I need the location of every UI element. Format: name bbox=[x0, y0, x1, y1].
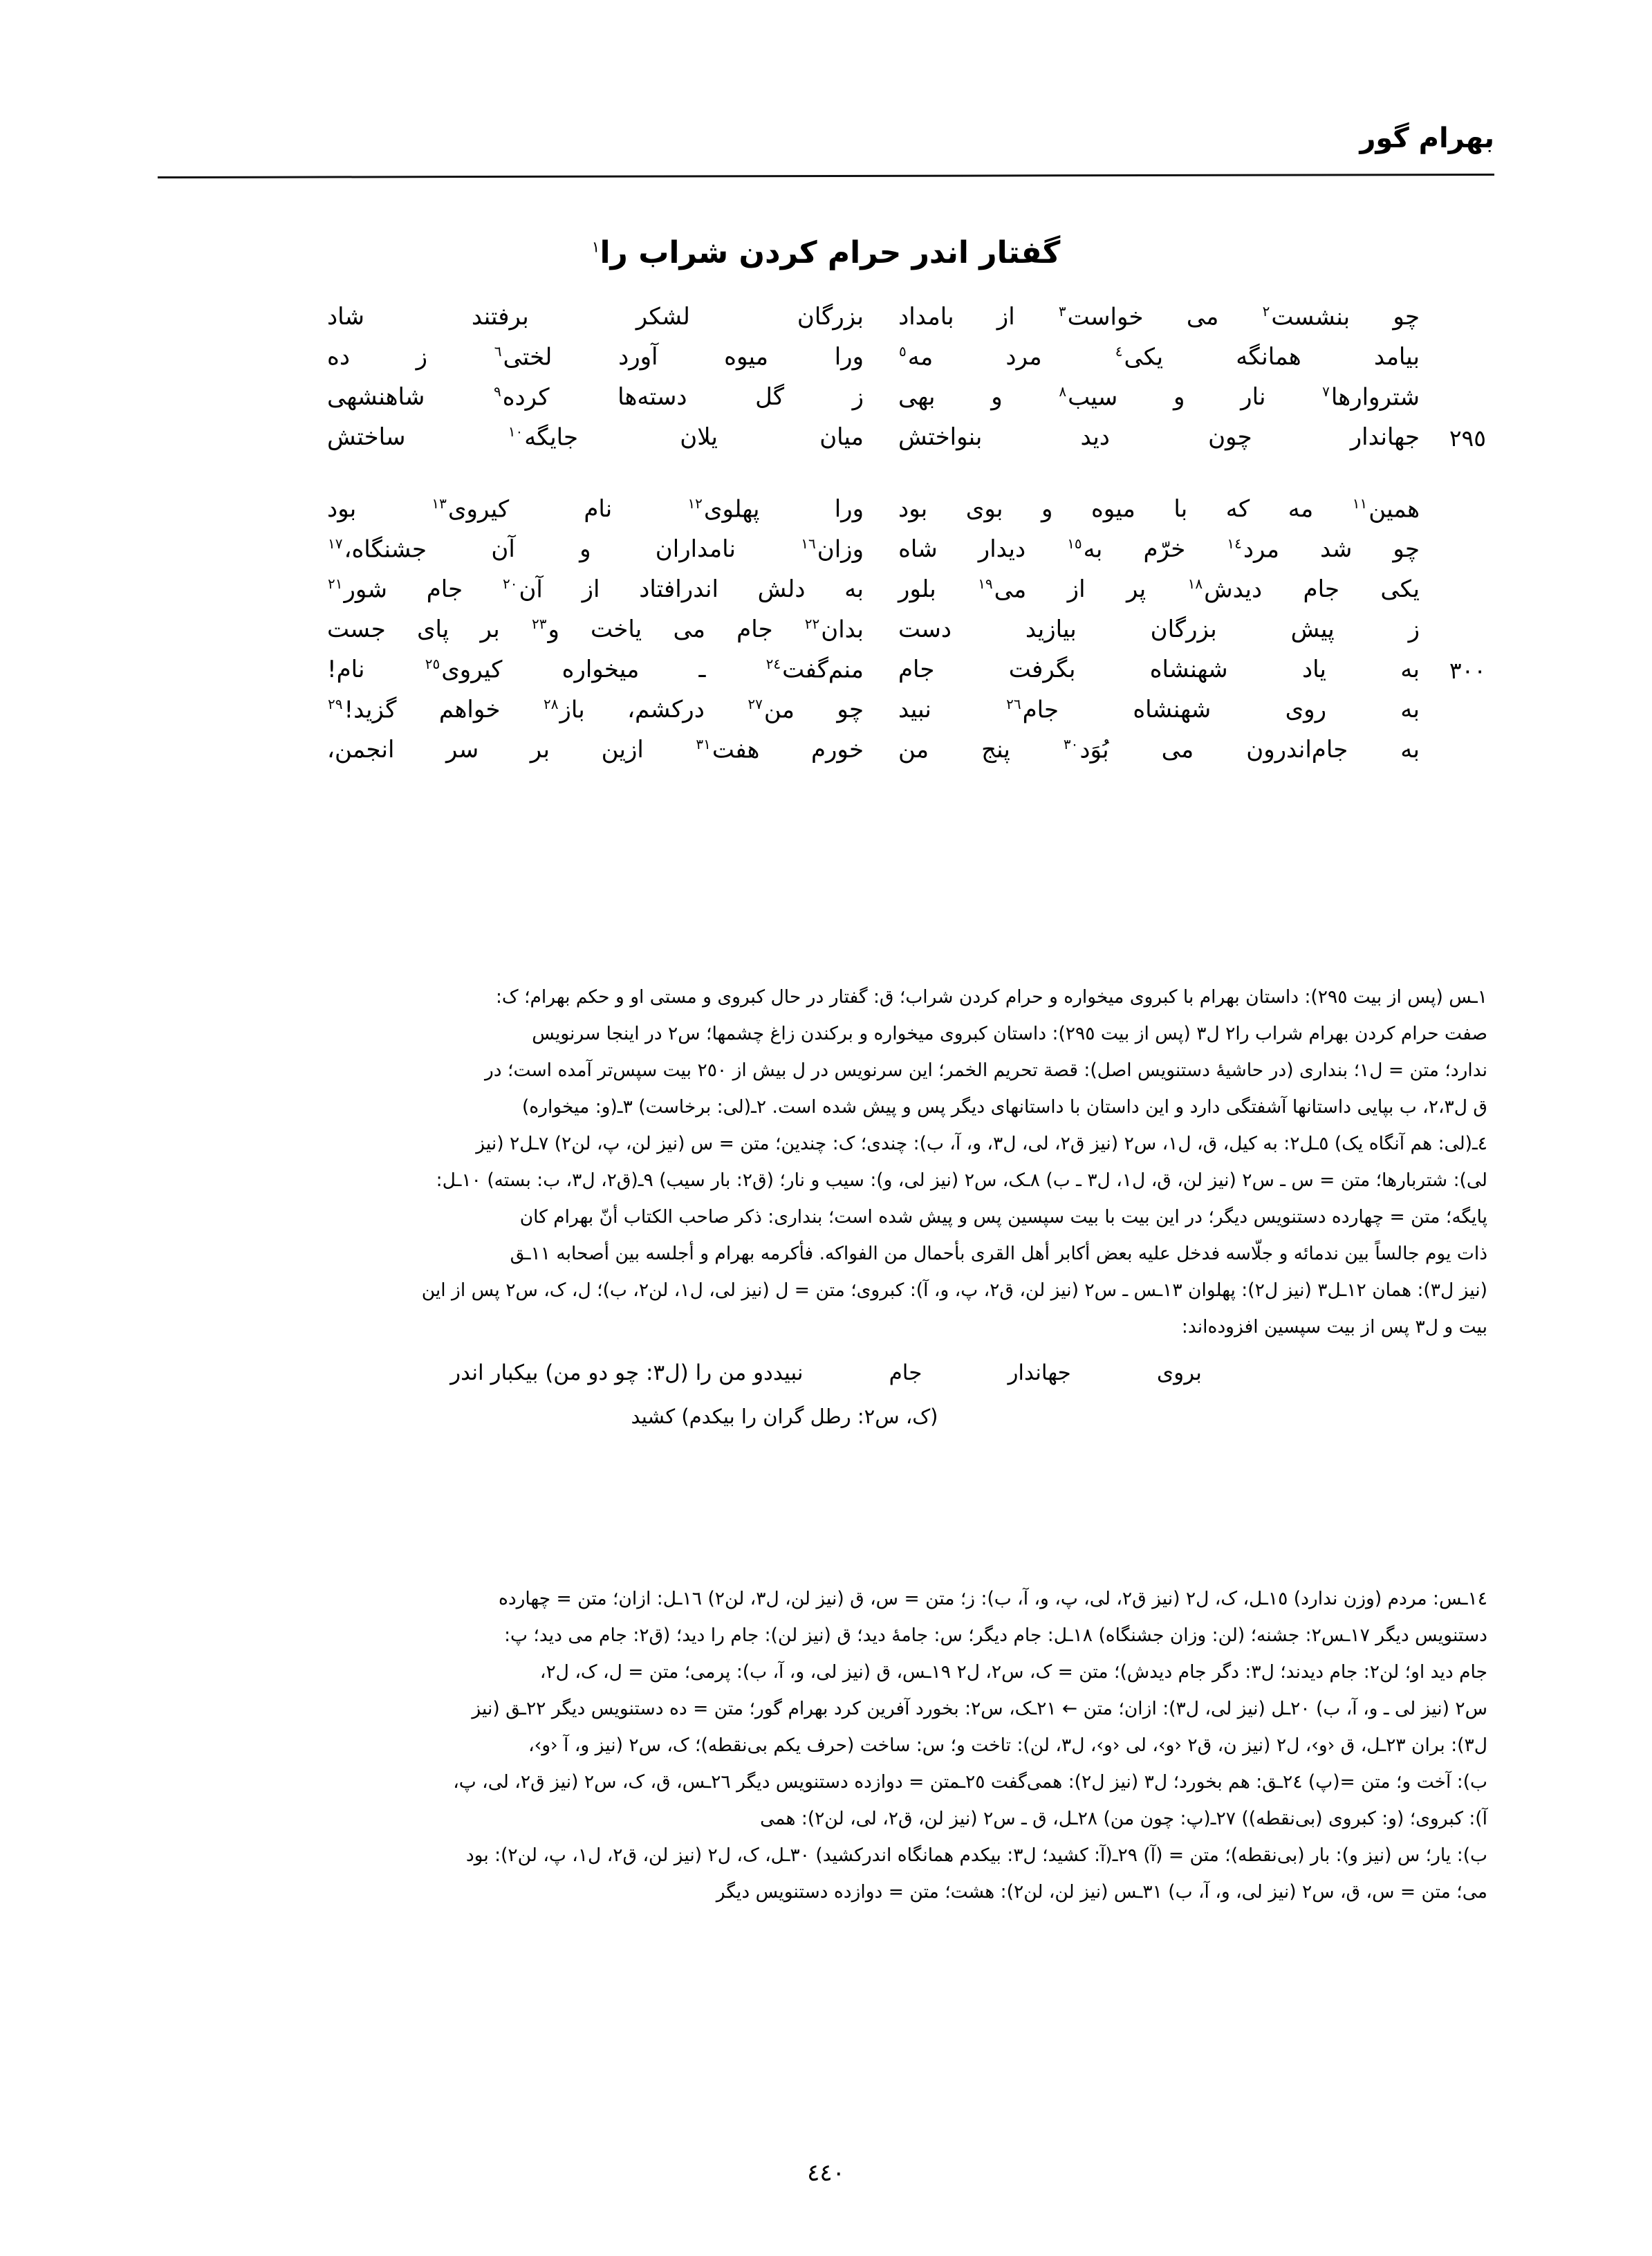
apparatus-line: بیت و ل٣ پس از بیت سپسین افزوده‌اند: bbox=[1181, 1316, 1487, 1338]
critical-apparatus-block-1 bbox=[165, 979, 1487, 1446]
verse-couplet bbox=[166, 656, 1486, 696]
hemistich-second: میان یلان جایگه$^{١٠}$ ساختش bbox=[327, 423, 864, 452]
apparatus-line: جام دید او؛ لن٢: جام دیدند؛ ل٣: دگر جام دیدش)؛ متن = ک، س٢، ل٢ ١٩ـس، ق (نیز لی، و، آ، ب): پرمی؛ متن = ل، ک، ل٢، bbox=[539, 1661, 1487, 1683]
section-title-footnote-marker: ١ bbox=[591, 239, 600, 257]
verse-couplet bbox=[166, 696, 1486, 736]
verse-number bbox=[1420, 616, 1486, 617]
verse-number bbox=[1420, 383, 1486, 385]
verse-number bbox=[1420, 495, 1486, 497]
verse-stanza bbox=[166, 303, 1486, 463]
page-header bbox=[158, 122, 1494, 177]
apparatus-inset-couplet bbox=[165, 1355, 1487, 1391]
inset-hemistich-first: بروی جهاندار جام نبید bbox=[772, 1360, 1202, 1385]
hemistich-second: به دلش اندرافتاد از آن$^{٢٠}$ جام شور$^{٢١}$ bbox=[328, 575, 864, 604]
verse-number bbox=[1420, 303, 1486, 304]
hemistich-first: بیامد همانگه یکی$^٤$ مرد مه$^٥$ bbox=[899, 343, 1420, 371]
hemistich-first: چو بنشست$^٢$ می خواست$^٣$ از بامداد bbox=[898, 303, 1420, 331]
hemistich-second: چو من$^{٢٧}$ درکشم، باز$^{٢٨}$ خواهم گزید!$^{٢٩}$ bbox=[328, 696, 864, 724]
apparatus-line: ل٣): بران ٢٣ـل، ق ‹و›، ل٢ (نیز ن، ق٢ ‹و›، لی ‹و›، ل٣، لن): تاخت و؛ س: ساخت (حرف یکم بی‌نقطه)؛ ک، س٢ (نیز و، آ ‹و›، bbox=[528, 1735, 1487, 1756]
verse-number bbox=[1420, 575, 1486, 577]
hemistich-second: منم‌گفت$^{٢٤}$ ـ میخواره کیروی$^{٢٥}$ نام! bbox=[327, 656, 864, 684]
apparatus-line: ذات یوم جالساً بین ندمائه و جلّاسه فدخل علیه بعض أکابر أهل القری بأحمال من الفواکه. فأکرمه بهرام و أجلسه بین أصحابه ١١ـق bbox=[510, 1243, 1487, 1264]
verse-number bbox=[1420, 736, 1486, 737]
folio-number: ٤٤٠ bbox=[807, 2159, 845, 2187]
verse-couplet bbox=[166, 383, 1486, 423]
verse-area bbox=[166, 303, 1486, 808]
apparatus-line: ١ـس (پس از بیت ٢٩٥): داستان بهرام با کبروی میخواره و حرام کردن شراب؛ ق: گفتار در حال کبروی و مستی او و حکم بهرام؛ ک: bbox=[496, 986, 1487, 1008]
hemistich-first: چو شد مرد$^{١٤}$ خرّم به$^{١٥}$ دیدار شاه bbox=[898, 535, 1420, 564]
hemistich-first: شتروارها$^٧$ نار و سیب$^٨$ و بهی bbox=[898, 383, 1420, 412]
verse-stanza bbox=[166, 495, 1486, 776]
section-title-text: گفتار اندر حرام کردن شراب را bbox=[600, 235, 1061, 270]
hemistich-first: همین$^{١١}$ مه که با میوه و بوی بود bbox=[898, 495, 1420, 524]
hemistich-first: جهاندار چون دید بنواختش bbox=[898, 423, 1420, 451]
verse-couplet bbox=[166, 343, 1486, 383]
verse-number bbox=[1420, 535, 1486, 537]
apparatus-line: می؛ متن = س، ق، س٢ (نیز لی، و، آ، ب) ٣١ـس (نیز لن، لن٢): هشت؛ متن = دوازده دستنویس دیگر bbox=[716, 1881, 1487, 1903]
inset-hemistich-second: دو من را (ل٣: چو دو من) بیکبار اندر bbox=[450, 1360, 773, 1385]
verse-couplet bbox=[166, 736, 1486, 776]
apparatus-line: صفت حرام کردن بهرام شراب را٢ ل٣ (پس از بیت ٢٩٥): داستان کبروی میخواره و برکندن زاغ چشمها؛ س٢ در اینجا سرنویس bbox=[532, 1023, 1487, 1044]
verse-couplet bbox=[166, 535, 1486, 575]
apparatus-line: (نیز ل٣): همان ١٢ـل٣ (نیز ل٢): پهلوان ١٣ـس ـ س٢ (نیز لن، ق٢، پ، و، آ): کبروی؛ متن = ل (نیز لی، ل١، لن٢، ب)؛ ل، ک، س٢ پس از این bbox=[421, 1279, 1487, 1301]
apparatus-line: ب): یار؛ س (نیز و): بار (بی‌نقطه)؛ متن = (آ) ٢٩ـ(آ: کشید؛ ل٣: بیکدم همانگاه اندرکشید) ٣٠ـل، ک، ل٢ (نیز لن، ق٢، ل١، پ، لن٢): بود bbox=[465, 1844, 1487, 1866]
hemistich-second: بزرگان لشکر برفتند شاد bbox=[327, 303, 864, 331]
hemistich-first: یکی جام دیدش$^{١٨}$ پر از می$^{١٩}$ بلور bbox=[898, 575, 1420, 604]
hemistich-second: خورم هفت$^{٣١}$ ازین بر سر انجمن، bbox=[327, 736, 864, 764]
hemistich-first: به یاد شهنشاه بگرفت جام bbox=[898, 656, 1420, 683]
hemistich-second: ورا پهلوی$^{١٢}$ نام کیروی$^{١٣}$ بود bbox=[327, 495, 864, 524]
apparatus-line: دستنویس دیگر ١٧ـس٢: جشنه؛ (لن: وزان جشنگاه) ١٨ـل: جام دیگر؛ س: جامهٔ دید؛ ق (نیز لن): جام را دید؛ (ق٢: جام می دید؛ پ: bbox=[504, 1625, 1487, 1646]
verse-couplet bbox=[166, 303, 1486, 343]
running-title: بهرام گور bbox=[1359, 122, 1494, 154]
verse-couplet bbox=[166, 423, 1486, 463]
hemistich-second: ز گل دسته‌ها کرده$^٩$ شاهنشهی bbox=[327, 383, 864, 412]
verse-couplet bbox=[166, 495, 1486, 535]
apparatus-line: ب): آخت و؛ متن =(پ) ٢٤ـق: هم بخورد؛ ل٣ (نیز ل٢): همی‌گفت ٢٥ـمتن = دوازده دستنویس دیگر ٢٦ـس، ق، ک، س٢ (نیز ق٢، لی، پ، bbox=[453, 1771, 1487, 1793]
hemistich-second: بدان$^{٢٢}$ جام می یاخت و$^{٢٣}$ بر پای جست bbox=[327, 616, 864, 644]
apparatus-line: ندارد؛ متن = ل١؛ بنداری (در حاشیهٔ دستنویس اصل): قصة تحریم الخمر؛ این سرنویس در ل بیش از ٢٥٠ بیت سپس‌تر آمده است؛ در bbox=[485, 1060, 1487, 1081]
hemistich-second: ورا میوه آورد لختی$^٦$ ز ده bbox=[327, 343, 864, 371]
critical-apparatus-block-2 bbox=[165, 1580, 1487, 1910]
apparatus-line: آ): کبروی؛ (و: کبروی (بی‌نقطه)) ٢٧ـ(پ: چون من) ٢٨ـل، ق ـ س٢ (نیز لن، ق٢، لی، لن٢): همی bbox=[760, 1808, 1487, 1829]
apparatus-inset-variant: (ک، س٢: رطل گران را بیکدم) کشید bbox=[631, 1405, 938, 1428]
verse-number bbox=[1420, 343, 1486, 344]
hemistich-first: ز پیش بزرگان بیازید دست bbox=[898, 616, 1420, 643]
verse-couplet bbox=[166, 616, 1486, 656]
verse-couplet bbox=[166, 575, 1486, 616]
apparatus-line: ٤ـ(لی: هم آنگاه یک) ٥ـل٢: به کیل، ق، ل١، س٢ (نیز ق٢، لی، ل٣، و، آ، ب): چندی؛ ک: چندین؛ متن = س (نیز لن، پ، لن٢) ٧ـل٢ (نیز bbox=[476, 1133, 1487, 1154]
apparatus-line: پایگه؛ متن = چهارده دستنویس دیگر؛ در این بیت با بیت سپسین پس و پیش شده است؛ بنداری: ذکر صاحب الکتاب أنّ بهرام کان bbox=[519, 1206, 1487, 1228]
hemistich-first: به روی شهنشاه جام$^{٢٦}$ نبید bbox=[898, 696, 1420, 724]
hemistich-second: وزان$^{١٦}$ نامداران و آن جشنگاه،$^{١٧}$ bbox=[328, 535, 864, 564]
apparatus-line: ق ل٢،٣، ب بپایی داستانها آشفتگی دارد و این داستان با داستانهای دیگر پس و پیش شده است. ٢ـ(لی: برخاست) ٣ـ(و: میخواره) bbox=[521, 1096, 1487, 1118]
apparatus-line: ١٤ـس: مردم (وزن ندارد) ١٥ـل، ک، ل٢ (نیز ق٢، لی، پ، و، آ، ب): ز؛ متن = س، ق (نیز لن، ل٣، لن٢) ١٦ـل: ازان؛ متن = چهارده bbox=[498, 1588, 1487, 1609]
verse-number bbox=[1420, 696, 1486, 697]
verse-number: ٢٩٥ bbox=[1449, 425, 1486, 452]
apparatus-line: س٢ (نیز لی ـ و، آ، ب) ٢٠ـل (نیز لی، ل٣): ازان؛ متن ← ٢١ـک، س٢: بخورد آفرین کرد بهرام گور؛ متن = ده دستنویس دیگر ٢٢ـق (نیز bbox=[472, 1698, 1487, 1719]
hemistich-first: به جام‌اندرون می بُوَد$^{٣٠}$ پنج من bbox=[898, 736, 1420, 764]
verse-number: ٣٠٠ bbox=[1449, 657, 1486, 684]
apparatus-line: لی): شتربارها؛ متن = س ـ س٢ (نیز لن، ق، ل١، ل٣ ـ ب) ٨ـک، س٢ (نیز لی، و): سیب و نار؛ (ق٢: بار سیب) ٩ـ(ق٢، ل٣، ب: بسته) ١٠ـل: bbox=[436, 1169, 1487, 1191]
page-title bbox=[0, 235, 1652, 270]
header-rule bbox=[158, 174, 1494, 178]
